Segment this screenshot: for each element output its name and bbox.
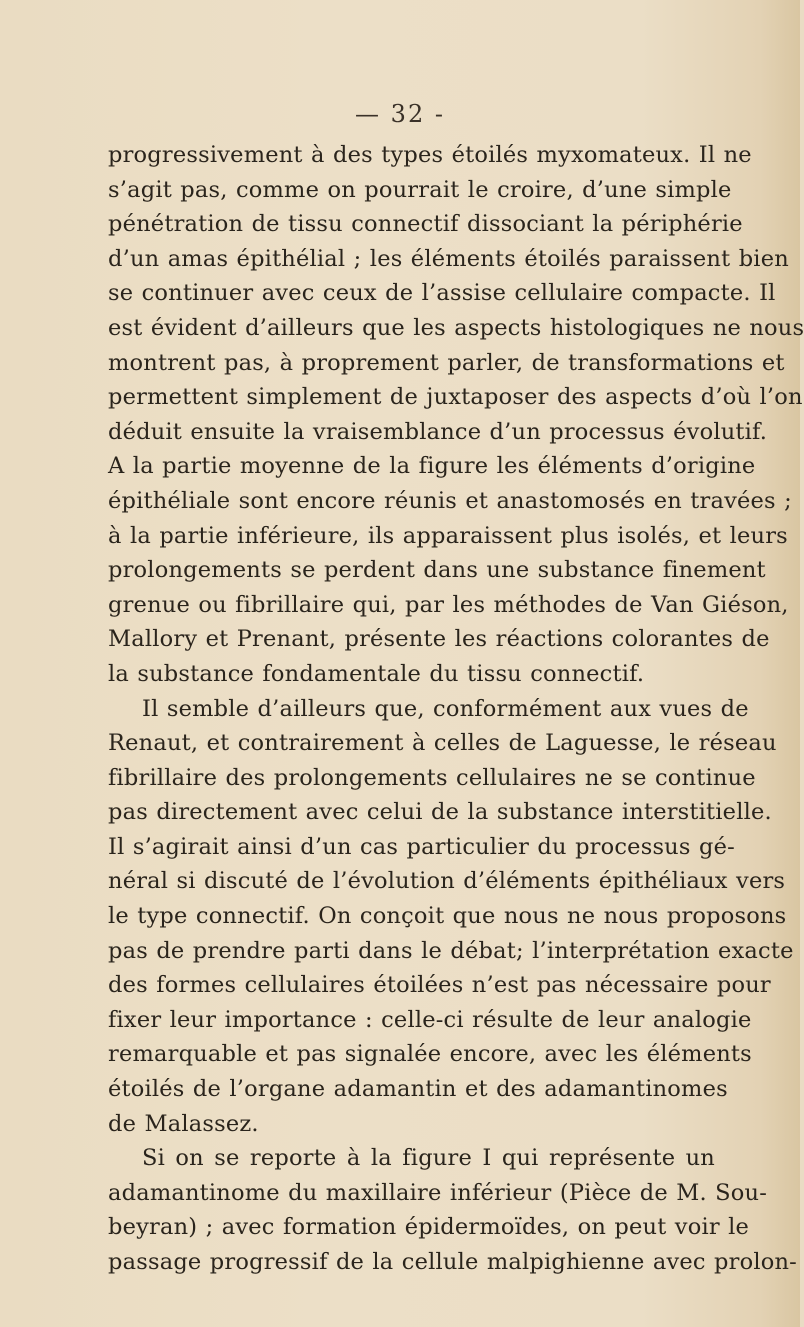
page-number: — 32 -	[355, 100, 445, 128]
text-line: d’un amas épithélial ; les éléments étoilés paraissent bien	[108, 245, 789, 272]
text-line: A la partie moyenne de la figure les éléments d’origine	[108, 453, 756, 480]
text-line: pas de prendre parti dans le débat; l’interprétation exacte	[108, 937, 794, 964]
text-line: Renaut, et contrairement à celles de Laguesse, le réseau	[108, 730, 777, 757]
text-line: adamantinome du maxillaire inférieur (Pièce de M. Sou-	[108, 1179, 768, 1206]
text-line: permettent simplement de juxtaposer des aspects d’où l’on	[108, 384, 803, 411]
text-line: est évident d’ailleurs que les aspects histologiques ne nous	[108, 314, 804, 341]
text-line: remarquable et pas signalée encore, avec les éléments	[108, 1041, 752, 1068]
body-text	[108, 138, 804, 1280]
text-line: se continuer avec ceux de l’assise cellulaire compacte. Il	[108, 280, 776, 307]
text-line: néral si discuté de l’évolution d’éléments épithéliaux vers	[108, 868, 786, 895]
text-line: pas directement avec celui de la substance interstitielle.	[108, 799, 772, 826]
text-line: grenue ou fibrillaire qui, par les méthodes de Van Giéson,	[108, 591, 789, 618]
text-line: passage progressif de la cellule malpighienne avec prolon-	[108, 1249, 797, 1275]
text-line: pénétration de tissu connectif dissociant la périphérie	[108, 211, 743, 238]
text-line: progressivement à des types étoilés myxomateux. Il ne	[108, 142, 752, 168]
text-line: fixer leur importance : celle-ci résulte de leur analogie	[108, 1006, 752, 1033]
text-line: montrent pas, à proprement parler, de transformations et	[108, 349, 785, 376]
text-line: à la partie inférieure, ils apparaissent plus isolés, et leurs	[108, 522, 788, 549]
text-line: beyran) ; avec formation épidermoïdes, on peut voir le	[108, 1214, 750, 1241]
text-line: Il s’agirait ainsi d’un cas particulier du processus gé-	[108, 833, 735, 860]
text-line: des formes cellulaires étoilées n’est pas nécessaire pour	[108, 972, 771, 999]
text-line: Il semble d’ailleurs que, conformément aux vues de	[142, 695, 749, 722]
text-line: prolongements se perdent dans une substance finement	[108, 557, 766, 584]
text-line: le type connectif. On conçoit que nous ne nous proposons	[108, 903, 787, 930]
text-line: fibrillaire des prolongements cellulaires ne se continue	[108, 764, 756, 791]
text-line: épithéliale sont encore réunis et anastomosés en travées ;	[108, 487, 792, 514]
text-line: étoilés de l’organe adamantin et des adamantinomes	[108, 1076, 728, 1103]
text-line: de Malassez.	[108, 1110, 259, 1137]
text-line: s’agit pas, comme on pourrait le croire, d’une simple	[108, 176, 732, 203]
text-line: la substance fondamentale du tissu connectif.	[108, 660, 645, 687]
text-line: Mallory et Prenant, présente les réactions colorantes de	[108, 626, 770, 653]
text-line: Si on se reporte à la figure I qui représente un	[142, 1145, 715, 1172]
text-line: déduit ensuite la vraisemblance d’un processus évolutif.	[108, 418, 768, 445]
